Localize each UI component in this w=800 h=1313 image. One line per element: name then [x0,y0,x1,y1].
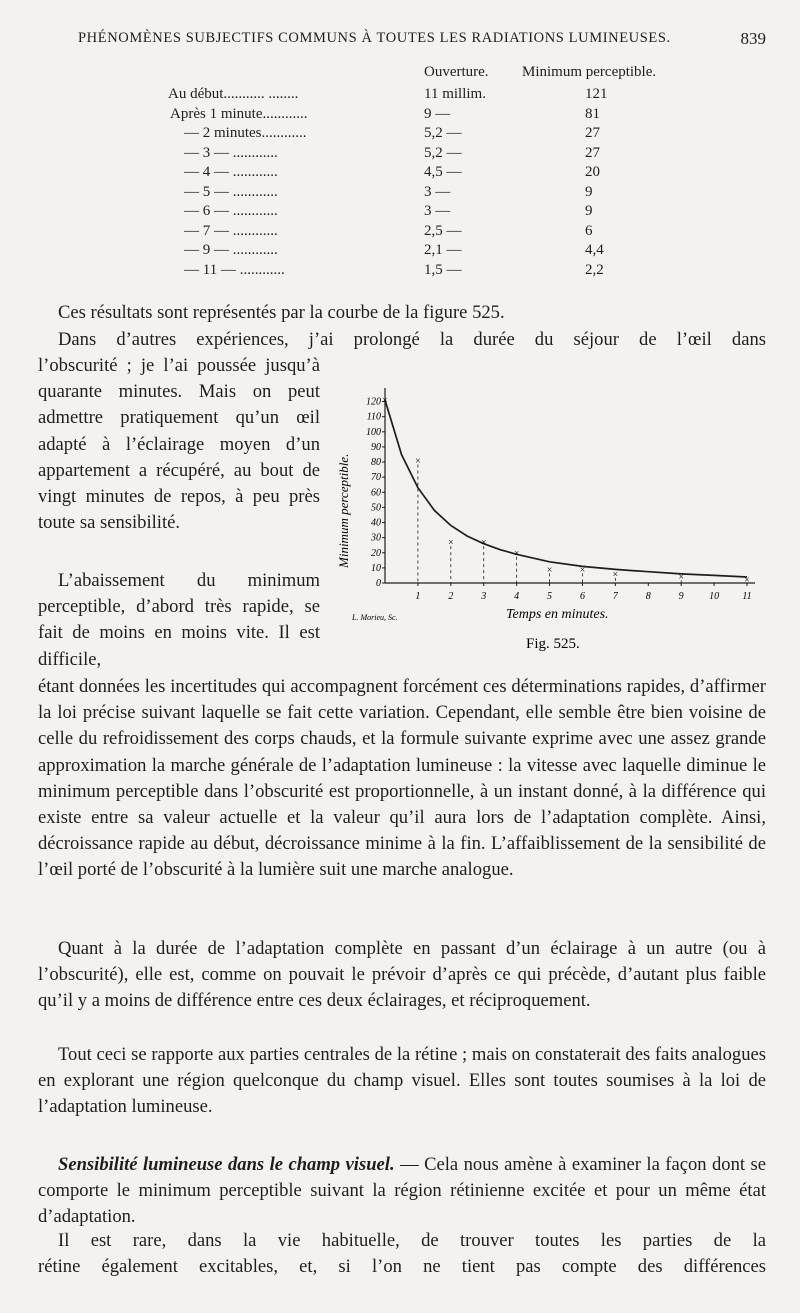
adaptation-table [0,64,800,294]
x-tick-label: 6 [579,591,585,602]
table-row-label: Au début........... ........ [168,86,299,102]
table-row-minimum: 27 [585,144,600,161]
table-row-opening: 9 — [424,105,451,122]
table-row-opening: 3 — [424,203,451,219]
table-row-label: — 9 — ............ [184,242,278,258]
paragraph-5: Tout ceci se rapporte aux parties centrales de la rétine ; mais on constaterait des faits analogues en explorant une région quelconque du champ visuel. Elles sont toutes soumises à la loi de l’adaptation lumineuse. [38,1044,766,1118]
data-point: × [546,564,553,576]
table-header-minimum: Minimum perceptible. [522,64,657,80]
table-row-opening: 3 — [424,183,451,200]
data-point: × [678,571,685,583]
figure-525-chart [330,378,770,668]
chart-signature: L. Morieu, Sc. [352,613,398,622]
data-point: × [447,537,454,549]
y-tick-label: 60 [371,487,381,499]
table-row-minimum: 81 [585,105,600,122]
y-tick-label: 20 [371,547,381,559]
data-point: × [579,564,586,576]
y-tick-label: 90 [371,441,381,453]
data-point: × [744,575,750,587]
table-row-label: — 4 — ............ [184,164,278,180]
paragraph-6-text: — Cela nous amène à examiner la façon dont se comporte le minimum perceptible suivant la région rétinienne excitée et pour un même état d’adaptation. [38,1154,766,1228]
data-point: × [415,456,421,468]
paragraph-2-rest: l’obscurité ; je l’ai poussée jusqu’à quarante minutes. Mais on peut admettre pratiquement qu’un œil adapté à l’éclairage moyen d’un appartement a récupéré, au bout de vingt minutes de repos, à peu près toute sa sensibilité. [38,355,320,534]
y-tick-label: 80 [371,457,381,469]
table-row-opening: 5,2 — [424,125,462,141]
table-row-minimum: 9 [585,183,593,200]
table-row-minimum: 2,2 [585,261,604,278]
y-tick-label: 120 [366,396,381,408]
paragraph-6 [38,1152,766,1231]
x-tick-label: 8 [645,591,651,602]
paragraph-3-start: L’abaissement du minimum perceptible, d’abord très rapide, se fait de moins en moins vite. Il est difficile, [38,570,320,670]
data-point: × [513,548,520,560]
paragraph-2-line-1: Dans d’autres expériences, j’ai prolongé la durée du séjour de l’œil dans [58,329,766,350]
chart-y-label: Minimum perceptible. [336,453,351,568]
chart-points [382,396,750,587]
table-row-label: — 2 minutes............ [184,125,307,141]
running-title: PHÉNOMÈNES SUBJECTIFS COMMUNS À TOUTES LES RADIATIONS LUMINEUSES. [78,30,671,46]
table-row-minimum: 9 [585,203,593,219]
table-row-label: — 3 — ............ [184,144,278,161]
data-point: × [612,569,619,581]
x-tick-label: 2 [448,591,454,602]
table-row-label: Après 1 minute............ [170,105,308,122]
figure-caption: Fig. 525. [526,636,580,652]
section-title: Sensibilité lumineuse dans le champ visuel. [58,1154,395,1175]
y-tick-label: 30 [371,532,381,544]
table-row-label: — 7 — ............ [184,222,278,239]
chart-y-ticks [366,397,385,589]
y-tick-label: 100 [366,426,381,438]
x-tick-label: 4 [514,591,520,602]
paragraph-7-line-2: rétine également excitables, et, si l’on ne tient pas compte des différences [38,1256,766,1277]
paragraph-7-line-1: Il est rare, dans la vie habituelle, de trouver toutes les parties de la [58,1230,766,1251]
table-row-label: — 6 — ............ [184,203,278,219]
table-row-opening: 11 millim. [424,86,486,102]
paragraph-4: Quant à la durée de l’adaptation complète en passant d’un éclairage à un autre (ou à l’obscurité), elle est, comme on pouvait le prévoir d’après ce qui précède, d’autant plus faible qu’il y a moins de différence entre ces deux éclairages, et réciproquement. [38,938,766,1012]
x-tick-label: 1 [415,591,421,602]
page-number: 839 [740,29,766,48]
x-tick-label: 9 [678,591,684,602]
y-tick-label: 0 [376,578,381,589]
chart-curve [385,400,747,577]
y-tick-label: 50 [371,502,381,514]
chart-axes [385,388,755,583]
paragraph-3-rest: étant données les incertitudes qui accompagnent forcément ces déterminations rapides, d’affirmer la loi précise suivant laquelle se fait cette variation. Cependant, elle semble être bien voisine de celle du refroidissement des corps chauds, et la formule suivante exprime avec une assez grande approximation la marche générale de l’adaptation lumineuse : la vitesse avec laquelle diminue le minimum perceptible dans l’obscurité est proportionnelle, à un instant donné, à la différence qui existe entre sa valeur actuelle et la valeur qu’il aura lors de l’adaptation complète. Ainsi, décroissance rapide au début, décroissance minime à la fin. L’affaiblissement de la sensibilité de l’œil porté de l’obscurité à la lumière suit une marche analogue. [38,676,766,881]
paragraph-1: Ces résultats sont représentés par la courbe de la figure 525. [58,302,505,323]
chart-x-ticks [415,583,751,602]
table-row-opening: 2,1 — [424,242,462,258]
x-tick-label: 10 [709,591,720,602]
table-row-opening: 5,2 — [424,144,462,161]
table-row-minimum: 121 [585,86,608,102]
data-point: × [480,537,487,549]
y-tick-label: 40 [371,517,381,529]
table-row-opening: 1,5 — [424,261,462,278]
table-row-minimum: 20 [585,164,600,180]
x-tick-label: 7 [612,591,618,602]
chart-x-label: Temps en minutes. [506,607,609,622]
table-row-opening: 2,5 — [424,222,462,239]
y-tick-label: 110 [366,411,381,423]
page-header [78,30,766,47]
x-tick-label: 5 [547,591,553,602]
table-row-minimum: 27 [585,125,600,141]
table-row-label: — 11 — ............ [184,261,285,278]
table-header-opening: Ouverture. [424,64,489,80]
x-tick-label: 11 [742,591,752,602]
y-tick-label: 70 [371,472,381,484]
table-row-label: — 5 — ............ [184,183,278,200]
table-row-minimum: 4,4 [585,242,604,258]
x-tick-label: 3 [481,591,487,602]
y-tick-label: 10 [371,562,381,574]
data-point: × [382,395,388,407]
table-row-opening: 4,5 — [424,164,462,180]
table-row-minimum: 6 [585,222,593,239]
